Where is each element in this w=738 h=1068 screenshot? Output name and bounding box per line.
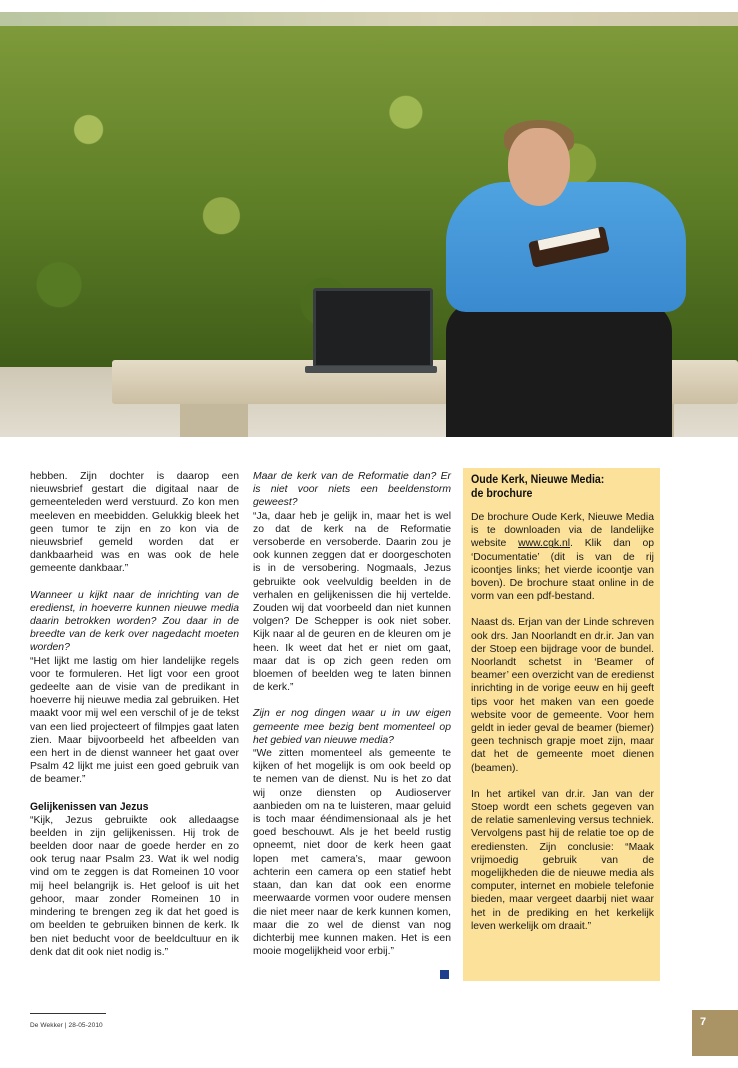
page-number: 7: [692, 1010, 738, 1056]
paragraph: “We zitten momenteel als gemeente te kijken of het mogelijk is om ook beeld op te nemen van de dienst. Nu is het zo dat wij onze diensten op Audioserver aanbieden om na te luisteren, maar geluid is toch maar ééndimensionaal als je het goed beschouwt. Als je het beeld rustig opneemt, niet door de kerk heen gaat lopen met camera’s, maar gewoon achterin een camera op een statief hebt staan, dan kan dat ook een enorme meerwaarde vormen voor oudere mensen die niet meer naar de kerk kunnen komen, maar die zo wel de dienst van nog dichterbij mee kunnen maken. Het is een mooie mogelijkheid voor erbij.”: [253, 748, 451, 958]
photo-man-head: [508, 128, 570, 206]
sidebar-text: De brochure Oude Kerk, Nieuwe Media is te downloaden via de landelijke website: [471, 512, 654, 550]
paragraph: “Het lijkt me lastig om hier landelijke regels voor te formuleren. Het ligt voor een groot gedeelte aan de visie van de predikant in hoeverre hij nieuwe media zal gebruiken. Het maakt voor mij wel een verschil of je de tekst van een lied projecteert of filmpjes gaat laten zien. Maar bijvoorbeeld het afbeelden van een hert in de dienst wanneer het gaat over Psalm 42 lijkt me juist een goed gebruik van de beamer.”: [30, 655, 239, 786]
sidebar-title: [471, 472, 636, 500]
sidebar-text: . Klik dan op ‘Documentatie’ (dit is van de rij icoontjes links; het vierde icoontje van boven). De brochure staat online in de vorm van een pdf-bestand.: [471, 538, 655, 603]
photo-man-legs: [446, 302, 672, 437]
sidebar-paragraph: [471, 511, 654, 603]
sidebar-title-line1: Oude Kerk, Nieuwe Media:: [471, 472, 605, 486]
interview-question: Wanneer u kijkt naar de inrichting van de eredienst, in hoeverre kunnen nieuwe media daarin betrokken worden? Zou daar in de breedte van de kerk over nagedacht moeten worden?: [30, 589, 239, 654]
article-column-1: [30, 470, 239, 972]
paragraph: “Ja, daar heb je gelijk in, maar het is wel zo dat de kerk na de Reformatie versoberde en versoberde. Daarin zou je ook kunnen zeggen dat er doorgeschoten is in de versobering. Nogmaals, Jezus gebruikte ook veelvuldig beelden in de verhalen en gelijkenissen die hij vertelde. Zouden wij dat voorbeeld dan niet kunnen volgen? De Schepper is ook niet sober. Kijk naar al de geuren en de kleuren om je heen. Ik weet dat het er niet om gaat, maar dat is op zich geen reden om bloemen of beelden weg te laten binnen de kerk.”: [253, 510, 451, 694]
sidebar-paragraph: Naast ds. Erjan van der Linde schreven ook drs. Jan Noorlandt en dr.ir. Jan van der Stoep een bijdrage voor de bundel. Noorlandt schetst in ‘Beamer of beamer’ een overzicht van de eredienst inrichting in de vorige eeuw en hij geeft tips voor het maken van een goede website voor de gemeente. Voor hem geldt in ieder geval de beamer (biemer) geen technisch grapje moet zijn, maar dat het de gemeente moet dienen (beamen).: [471, 617, 654, 774]
article-column-2: [253, 470, 451, 971]
cgk-link[interactable]: www.cgk.nl: [518, 538, 571, 550]
photo-bench-leg: [180, 402, 248, 437]
section-heading: Gelijkenissen van Jezus: [30, 800, 149, 813]
paragraph: hebben. Zijn dochter is daarop een nieuwsbrief gestart die digitaal naar de gemeenteleden werd verstuurd. Zo kon men meeleven en meebidden. Gelukkig bleek het geen tumor te zijn en zo kon via de nieuwsbrief gemeld worden dat er dankbaarheid was en was ook de hele gemeente dankbaar.”: [30, 471, 239, 575]
sidebar-title-line2: de brochure: [471, 486, 533, 500]
article-end-mark: [440, 970, 449, 979]
interview-question: Zijn er nog dingen waar u in uw eigen gemeente mee bezig bent momenteel op het gebied van nieuwe media?: [253, 708, 451, 746]
photo-laptop-base: [305, 366, 437, 373]
paragraph: “Kijk, Jezus gebruikte ook alledaagse beelden in zijn gelijkenissen. Hij trok de beelden door naar de goede herder en zo ook terug naar Psalm 23. Wat ik wel nodig vind om te zeggen is dat Romeinen 10 voor mij heel belangrijk is. Het geloof is uit het gehoor, maar zonder Romeinen 10 in mindering te brengen zeg ik dat het goed is om beelden te gebruiken binnen de kerk. Ik ben niet beducht voor de beeldcultuur en ik denk dat dit ook niet nodig is.”: [30, 814, 239, 958]
sidebar-paragraph: In het artikel van dr.ir. Jan van der Stoep wordt een schets gegeven van de relatie samenleving versus techniek. Vervolgens past hij de relatie toe op de erediensten. Zijn conclusie: “Maak vrijmoedig gebruik van de mogelijkheden die de nieuwe media als computer, internet en mobiele telefonie bieden, maar vergeet daarbij niet waar het in de prediking en het kerkelijk leven werkelijk om draait.”: [471, 788, 654, 932]
photo-laptop-screen: [313, 288, 433, 368]
footer-rule: [30, 1013, 106, 1014]
article-photo: [0, 12, 738, 437]
interview-question: Maar de kerk van de Reformatie dan? Er is niet voor niets een beeldenstorm geweest?: [253, 471, 451, 509]
brochure-sidebar: [463, 468, 660, 981]
publication-info: De Wekker | 28-05-2010: [30, 1022, 103, 1029]
